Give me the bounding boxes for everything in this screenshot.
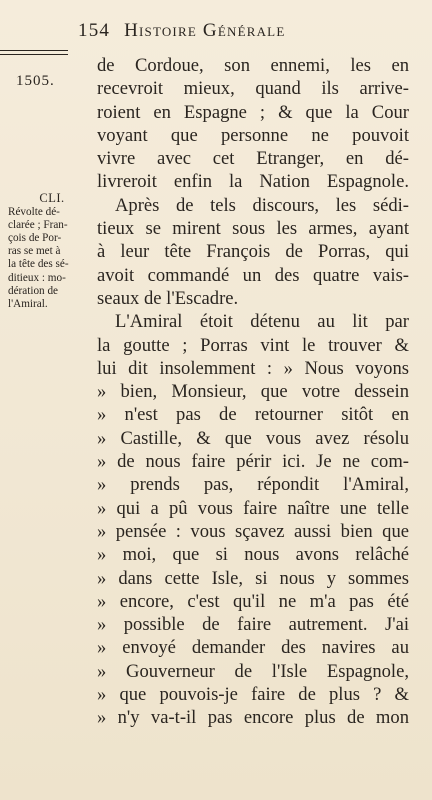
text-line: » dans cette Isle, si nous y sommes <box>97 567 409 589</box>
margin-note-line: la tête des sé- <box>8 258 69 271</box>
text-line: » n'y va-t-il pas encore plus de mon <box>97 707 409 729</box>
text-line: de Cordoue, son ennemi, les en <box>97 55 409 76</box>
margin-note <box>8 192 96 311</box>
header-rule <box>0 50 68 55</box>
text-line: à leur tête François de Porras, qui <box>97 241 409 263</box>
text-line: L'Amiral étoit détenu au lit par <box>115 311 409 333</box>
margin-note-line: Révolte dé- <box>8 206 60 219</box>
text-line: » possible de faire autrement. J'ai <box>97 614 409 636</box>
text-line: la goutte ; Porras vint le trouver & <box>97 334 409 356</box>
running-header <box>78 20 424 46</box>
text-line: livreroit enfin la Nation Espagnole. <box>97 171 409 193</box>
text-line: Après de tels discours, les sédi- <box>115 194 409 216</box>
margin-note-line: l'Amiral. <box>8 297 48 310</box>
text-line: lui dit insolemment : » Nous voyons <box>97 357 409 379</box>
text-line: » prends pas, répondit l'Amiral, <box>97 474 409 496</box>
text-line: » de nous faire périr ici. Je ne com- <box>97 451 409 473</box>
text-line: tieux se mirent sous les armes, ayant <box>97 218 409 240</box>
margin-note-line: dération de <box>8 284 59 297</box>
text-line: » encore, c'est qu'il ne m'a pas été <box>97 590 409 612</box>
margin-note-line: ditieux : mo- <box>8 271 66 284</box>
body-text <box>97 54 409 730</box>
running-title: Histoire Générale <box>124 20 286 41</box>
text-line: » Gouverneur de l'Isle Espagnole, <box>97 660 409 682</box>
margin-note-line: clarée ; Fran- <box>8 219 68 232</box>
text-line: avoit commandé un des quatre vais- <box>97 264 409 286</box>
text-line: » que pouvois-je faire de plus ? & <box>97 684 409 706</box>
margin-note-line: çois de Por- <box>8 232 62 245</box>
section-number: CLI. <box>39 191 65 205</box>
text-line: » pensée : vous sçavez aussi bien que <box>97 520 409 542</box>
page-number: 154 <box>78 20 111 41</box>
text-line: seaux de l'Escadre. <box>97 287 239 309</box>
text-line: » n'est pas de retourner sitôt en <box>97 404 409 426</box>
text-line: vivre avec cet Etranger, en dé- <box>97 148 409 170</box>
text-line: » qui a pû vous faire naître une telle <box>97 497 409 519</box>
text-line: voyant que personne ne pouvoit <box>97 124 409 146</box>
text-line: » moi, que si nous avons relâché <box>97 544 409 566</box>
text-line: » envoyé demander des navires au <box>97 637 409 659</box>
margin-note-line: ras se met à <box>8 245 61 258</box>
text-line: roient en Espagne ; & que la Cour <box>97 101 409 123</box>
margin-year: 1505. <box>16 73 55 89</box>
text-line: recevroit mieux, quand ils arrive- <box>97 78 409 100</box>
text-line: » Castille, & que vous avez résolu <box>97 427 409 449</box>
text-line: » bien, Monsieur, que votre dessein <box>97 381 409 403</box>
